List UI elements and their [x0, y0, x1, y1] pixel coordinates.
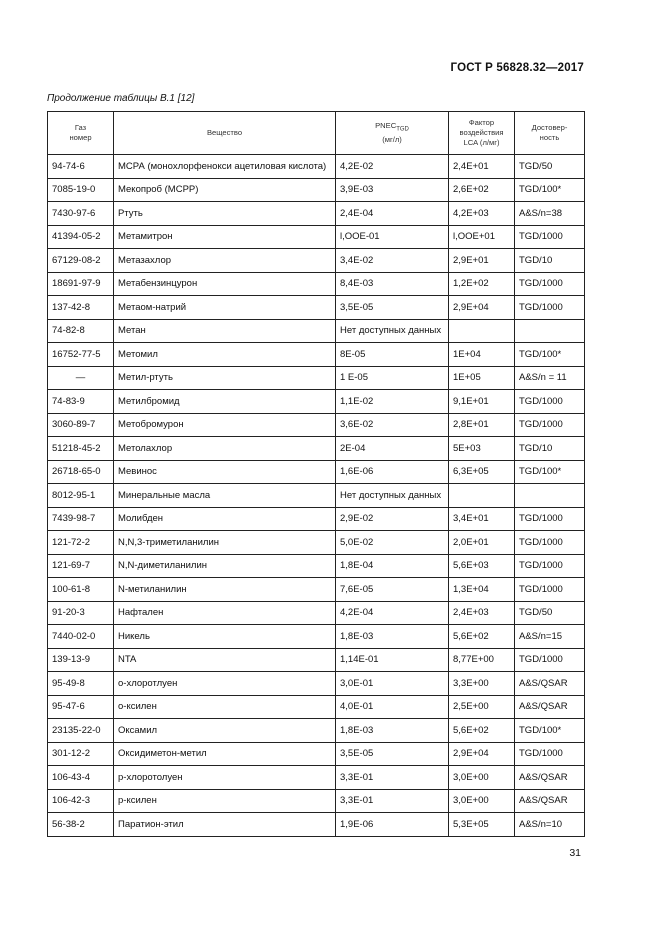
- cell-impact-factor: 2,5Е+00: [449, 695, 515, 719]
- cell-cas-number: 7440-02-0: [48, 625, 114, 649]
- table-row: [48, 578, 585, 602]
- table-row: [48, 178, 585, 202]
- cell-substance: NTA: [114, 648, 336, 672]
- table-row: [48, 319, 585, 343]
- cell-impact-factor: 4,2Е+03: [449, 202, 515, 226]
- table-row: [48, 343, 585, 367]
- cell-cas-number: 18691-97-9: [48, 272, 114, 296]
- cell-impact-factor: 5,6Е+02: [449, 719, 515, 743]
- header-impact-factor: Фактор воздействия LCA (л/мг): [449, 112, 515, 155]
- cell-impact-factor: 2,6Е+02: [449, 178, 515, 202]
- cell-reliability: TGD/1000: [515, 648, 585, 672]
- cell-pnec: 2,9Е-02: [336, 507, 449, 531]
- document-code: ГОСТ Р 56828.32—2017: [450, 62, 584, 74]
- table-row: [48, 672, 585, 696]
- table-row: [48, 413, 585, 437]
- table-row: [48, 366, 585, 390]
- cell-reliability: A&S/n=38: [515, 202, 585, 226]
- cell-pnec: 1,8Е-03: [336, 625, 449, 649]
- data-table: [47, 111, 585, 837]
- cell-impact-factor: 3,0Е+00: [449, 766, 515, 790]
- cell-cas-number: 106-43-4: [48, 766, 114, 790]
- cell-reliability: TGD/100*: [515, 178, 585, 202]
- header-cas-number: Газ номер: [48, 112, 114, 155]
- cell-reliability: A&S/QSAR: [515, 672, 585, 696]
- cell-pnec: 1,1Е-02: [336, 390, 449, 414]
- cell-pnec: 3,5Е-05: [336, 742, 449, 766]
- header-substance: Вещество: [114, 112, 336, 155]
- cell-cas-number: 301-12-2: [48, 742, 114, 766]
- cell-pnec: 8,4Е-03: [336, 272, 449, 296]
- cell-reliability: A&S/n=15: [515, 625, 585, 649]
- cell-impact-factor: 5,6Е+02: [449, 625, 515, 649]
- cell-impact-factor: 1,3Е+04: [449, 578, 515, 602]
- cell-pnec: 3,0Е-01: [336, 672, 449, 696]
- cell-substance: р-ксилен: [114, 789, 336, 813]
- cell-reliability: TGD/100*: [515, 719, 585, 743]
- cell-reliability: [515, 319, 585, 343]
- table-row: [48, 766, 585, 790]
- table-row: [48, 601, 585, 625]
- cell-impact-factor: 1Е+05: [449, 366, 515, 390]
- cell-reliability: TGD/1000: [515, 390, 585, 414]
- cell-pnec: 4,0Е-01: [336, 695, 449, 719]
- cell-reliability: A&S/QSAR: [515, 789, 585, 813]
- cell-pnec: 1,6Е-06: [336, 460, 449, 484]
- cell-cas-number: 100-61-8: [48, 578, 114, 602]
- cell-cas-number: 137-42-8: [48, 296, 114, 320]
- cell-pnec: 3,6Е-02: [336, 413, 449, 437]
- cell-substance: Нафтален: [114, 601, 336, 625]
- table-row: [48, 460, 585, 484]
- cell-cas-number: 51218-45-2: [48, 437, 114, 461]
- table-row: [48, 484, 585, 508]
- cell-reliability: TGD/1000: [515, 225, 585, 249]
- table-header-row: [48, 112, 585, 155]
- cell-impact-factor: 2,9Е+01: [449, 249, 515, 273]
- cell-pnec: 3,4Е-02: [336, 249, 449, 273]
- cell-pnec: 7,6Е-05: [336, 578, 449, 602]
- cell-pnec: 1,8Е-03: [336, 719, 449, 743]
- table-caption: Продолжение таблицы В.1 [12]: [47, 93, 195, 104]
- table-row: [48, 225, 585, 249]
- cell-cas-number: 7430-97-6: [48, 202, 114, 226]
- cell-cas-number: 74-83-9: [48, 390, 114, 414]
- cell-pnec: 3,3Е-01: [336, 789, 449, 813]
- cell-impact-factor: l,OOE+01: [449, 225, 515, 249]
- table-body: [48, 155, 585, 837]
- cell-substance: Оксидиметон-метил: [114, 742, 336, 766]
- cell-cas-number: 56-38-2: [48, 813, 114, 837]
- table-row: [48, 813, 585, 837]
- cell-impact-factor: 3,0Е+00: [449, 789, 515, 813]
- cell-cas-number: 94-74-6: [48, 155, 114, 179]
- cell-reliability: TGD/100*: [515, 343, 585, 367]
- cell-impact-factor: 2,4Е+01: [449, 155, 515, 179]
- cell-reliability: TGD/50: [515, 155, 585, 179]
- cell-substance: Паратион-этил: [114, 813, 336, 837]
- cell-reliability: TGD/1000: [515, 578, 585, 602]
- table-row: [48, 202, 585, 226]
- cell-substance: МСРА (монохлорфенокси ацетиловая кислота): [114, 155, 336, 179]
- cell-reliability: TGD/1000: [515, 531, 585, 555]
- cell-substance: Молибден: [114, 507, 336, 531]
- cell-impact-factor: [449, 319, 515, 343]
- table-row: [48, 531, 585, 555]
- cell-impact-factor: 1Е+04: [449, 343, 515, 367]
- cell-pnec: 3,3Е-01: [336, 766, 449, 790]
- cell-substance: Мекопроб (МСРР): [114, 178, 336, 202]
- table-row: [48, 390, 585, 414]
- cell-pnec: 3,9Е-03: [336, 178, 449, 202]
- table-row: [48, 648, 585, 672]
- cell-impact-factor: 1,2Е+02: [449, 272, 515, 296]
- cell-substance: Метаом-натрий: [114, 296, 336, 320]
- cell-cas-number: 121-72-2: [48, 531, 114, 555]
- cell-cas-number: 23135-22-0: [48, 719, 114, 743]
- cell-substance: Минеральные масла: [114, 484, 336, 508]
- table-row: [48, 437, 585, 461]
- cell-substance: Метил-ртуть: [114, 366, 336, 390]
- cell-pnec: 5,0Е-02: [336, 531, 449, 555]
- cell-cas-number: 91-20-3: [48, 601, 114, 625]
- cell-cas-number: 121-69-7: [48, 554, 114, 578]
- cell-substance: Оксамил: [114, 719, 336, 743]
- table-row: [48, 272, 585, 296]
- table-row: [48, 625, 585, 649]
- cell-reliability: TGD/1000: [515, 507, 585, 531]
- table-row: [48, 789, 585, 813]
- cell-impact-factor: 2,0Е+01: [449, 531, 515, 555]
- table-row: [48, 155, 585, 179]
- cell-substance: Метан: [114, 319, 336, 343]
- header-pnec: $PNEC_{TGD}$ (мг/л): [336, 112, 449, 155]
- table-row: [48, 507, 585, 531]
- cell-pnec: 2,4Е-04: [336, 202, 449, 226]
- cell-substance: N,N-диметиланилин: [114, 554, 336, 578]
- cell-pnec: 8Е-05: [336, 343, 449, 367]
- cell-substance: Мевинос: [114, 460, 336, 484]
- cell-impact-factor: [449, 484, 515, 508]
- cell-substance: р-хлоротолуен: [114, 766, 336, 790]
- table-row: [48, 554, 585, 578]
- cell-cas-number: —: [48, 366, 114, 390]
- cell-cas-number: 26718-65-0: [48, 460, 114, 484]
- cell-reliability: TGD/1000: [515, 272, 585, 296]
- cell-reliability: TGD/1000: [515, 413, 585, 437]
- cell-reliability: TGD/1000: [515, 554, 585, 578]
- cell-impact-factor: 2,9Е+04: [449, 296, 515, 320]
- cell-pnec: 1,8Е-04: [336, 554, 449, 578]
- table-row: [48, 296, 585, 320]
- cell-reliability: A&S/n=10: [515, 813, 585, 837]
- cell-reliability: TGD/100*: [515, 460, 585, 484]
- cell-pnec: 1,14Е-01: [336, 648, 449, 672]
- cell-cas-number: 106-42-3: [48, 789, 114, 813]
- cell-substance: Ртуть: [114, 202, 336, 226]
- cell-impact-factor: 9,1Е+01: [449, 390, 515, 414]
- cell-substance: Метабензинцурон: [114, 272, 336, 296]
- cell-substance: о-ксилен: [114, 695, 336, 719]
- cell-substance: Никель: [114, 625, 336, 649]
- table-row: [48, 742, 585, 766]
- cell-substance: N,N,3-триметиланилин: [114, 531, 336, 555]
- cell-pnec: l,OOE-01: [336, 225, 449, 249]
- cell-impact-factor: 2,8Е+01: [449, 413, 515, 437]
- cell-substance: Метамитрон: [114, 225, 336, 249]
- cell-substance: Метазахлор: [114, 249, 336, 273]
- cell-impact-factor: 8,77Е+00: [449, 648, 515, 672]
- cell-reliability: A&S/n = 11: [515, 366, 585, 390]
- cell-impact-factor: 6,3Е+05: [449, 460, 515, 484]
- cell-cas-number: 74-82-8: [48, 319, 114, 343]
- cell-substance: о-хлоротлуен: [114, 672, 336, 696]
- table-row: [48, 249, 585, 273]
- cell-pnec: Нет доступных данных: [336, 484, 449, 508]
- cell-pnec: 1 Е-05: [336, 366, 449, 390]
- table-row: [48, 695, 585, 719]
- cell-reliability: TGD/10: [515, 437, 585, 461]
- cell-reliability: A&S/QSAR: [515, 695, 585, 719]
- cell-pnec: 4,2Е-02: [336, 155, 449, 179]
- page-number: 31: [569, 847, 581, 859]
- cell-impact-factor: 5Е+03: [449, 437, 515, 461]
- cell-cas-number: 41394-05-2: [48, 225, 114, 249]
- cell-reliability: A&S/QSAR: [515, 766, 585, 790]
- cell-cas-number: 7085-19-0: [48, 178, 114, 202]
- cell-cas-number: 8012-95-1: [48, 484, 114, 508]
- cell-reliability: [515, 484, 585, 508]
- cell-reliability: TGD/1000: [515, 296, 585, 320]
- header-reliability: Достовер- ность: [515, 112, 585, 155]
- cell-substance: Метобромурон: [114, 413, 336, 437]
- cell-reliability: TGD/10: [515, 249, 585, 273]
- cell-substance: Метомил: [114, 343, 336, 367]
- cell-reliability: TGD/50: [515, 601, 585, 625]
- cell-impact-factor: 2,9Е+04: [449, 742, 515, 766]
- cell-substance: Метилбромид: [114, 390, 336, 414]
- cell-substance: N-метиланилин: [114, 578, 336, 602]
- cell-cas-number: 95-49-8: [48, 672, 114, 696]
- cell-impact-factor: 3,4Е+01: [449, 507, 515, 531]
- cell-impact-factor: 2,4Е+03: [449, 601, 515, 625]
- cell-cas-number: 95-47-6: [48, 695, 114, 719]
- cell-cas-number: 7439-98-7: [48, 507, 114, 531]
- cell-impact-factor: 5,6Е+03: [449, 554, 515, 578]
- cell-cas-number: 3060-89-7: [48, 413, 114, 437]
- cell-impact-factor: 5,3Е+05: [449, 813, 515, 837]
- cell-pnec: 3,5Е-05: [336, 296, 449, 320]
- cell-impact-factor: 3,3Е+00: [449, 672, 515, 696]
- cell-pnec: 2Е-04: [336, 437, 449, 461]
- cell-cas-number: 16752-77-5: [48, 343, 114, 367]
- cell-cas-number: 139-13-9: [48, 648, 114, 672]
- cell-pnec: Нет доступных данных: [336, 319, 449, 343]
- cell-reliability: TGD/1000: [515, 742, 585, 766]
- cell-substance: Метолахлор: [114, 437, 336, 461]
- cell-cas-number: 67129-08-2: [48, 249, 114, 273]
- cell-pnec: 4,2Е-04: [336, 601, 449, 625]
- cell-pnec: 1,9Е-06: [336, 813, 449, 837]
- table-row: [48, 719, 585, 743]
